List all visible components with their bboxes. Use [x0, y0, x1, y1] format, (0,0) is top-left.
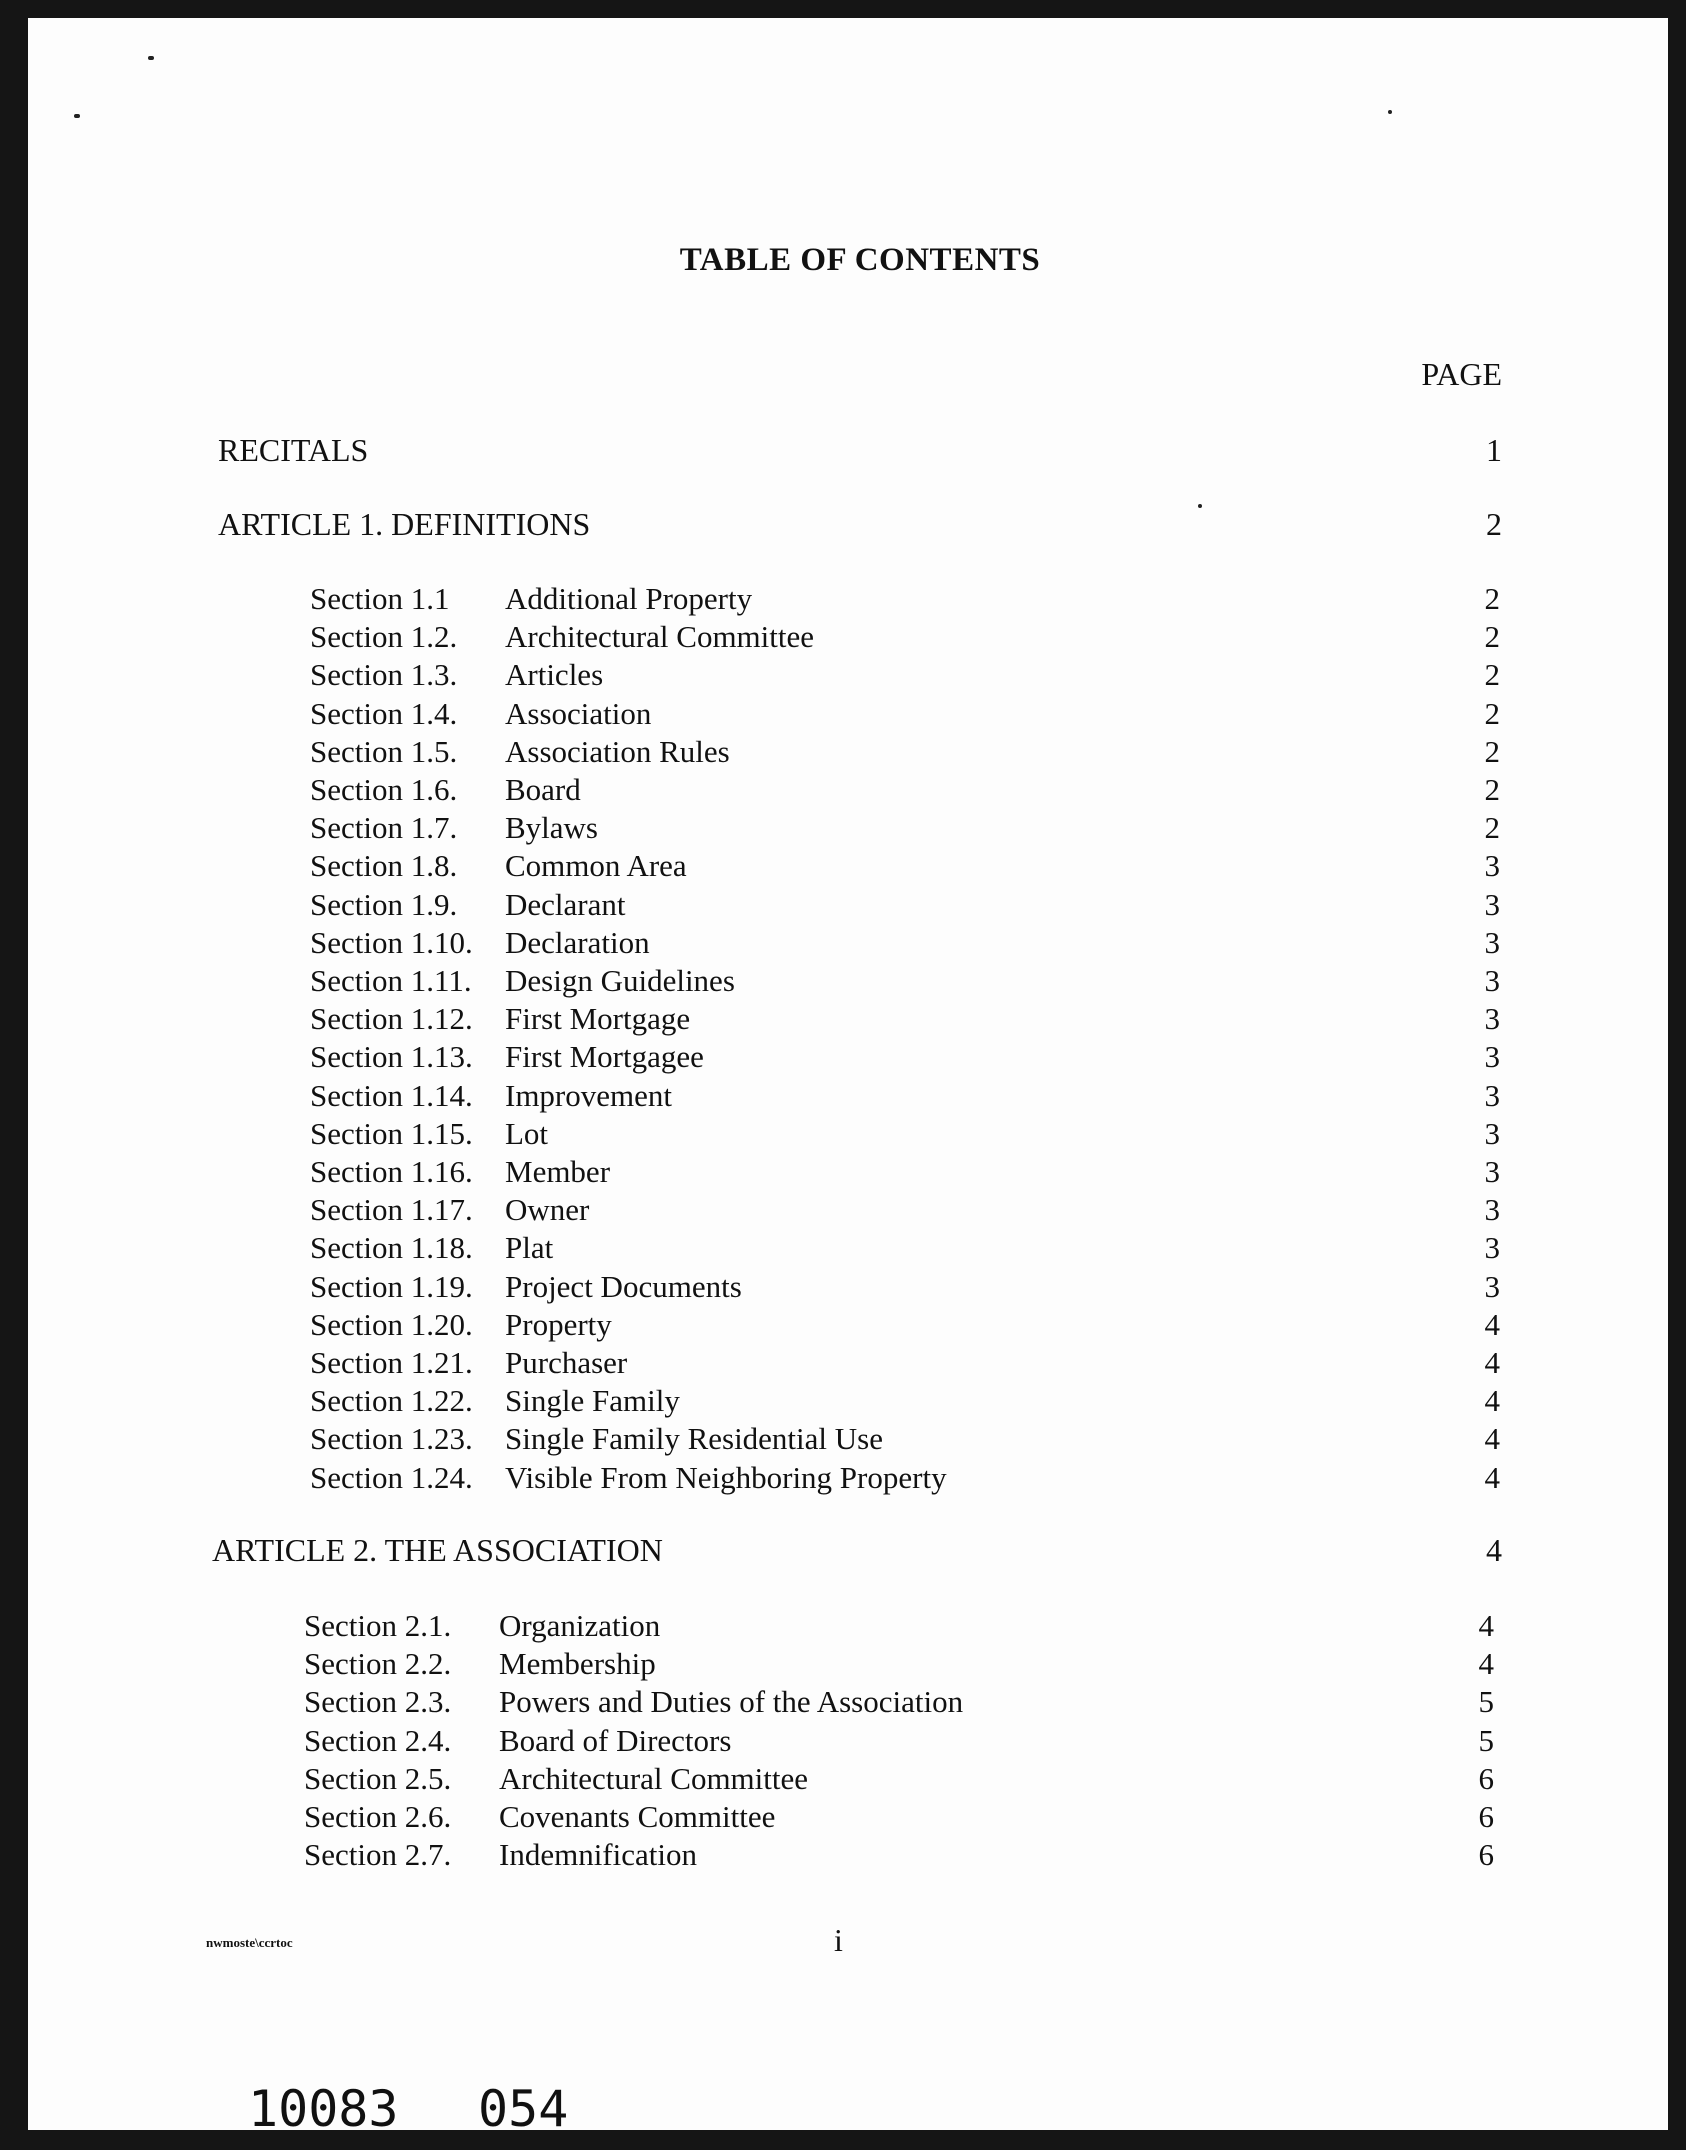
- toc-entry-number: Section 1.3.: [310, 657, 458, 693]
- toc-entry-number: Section 2.7.: [304, 1837, 452, 1873]
- toc-entry-page: 3: [1484, 1001, 1500, 1037]
- toc-entry-page: 3: [1484, 1077, 1500, 1113]
- toc-entry-title: Association Rules: [505, 733, 730, 769]
- scan-speck: [148, 56, 154, 60]
- toc-entry-number: Section 2.3.: [304, 1684, 452, 1720]
- toc-entry-number: Section 1.4.: [310, 695, 458, 731]
- toc-entry-number: Section 1.16.: [310, 1154, 473, 1189]
- toc-entry-title: Plat: [505, 1230, 554, 1266]
- toc-entry-page: 3: [1484, 924, 1500, 960]
- toc-entry-page: 3: [1484, 848, 1500, 884]
- scan-speck: [74, 114, 80, 118]
- toc-entry-page: 2: [1484, 619, 1500, 655]
- toc-entry-page: 4: [1484, 1383, 1500, 1419]
- article-heading: ARTICLE 2. THE ASSOCIATION: [212, 1532, 663, 1568]
- toc-entry-number: Section 1.14.: [310, 1077, 473, 1113]
- document-stamp-number: 10083: [248, 2080, 399, 2138]
- toc-entry-number: Section 1.17.: [310, 1192, 473, 1228]
- toc-entry-number: Section 1.6.: [310, 772, 458, 807]
- toc-entry-title: Bylaws: [505, 810, 598, 846]
- toc-entry-page: 4: [1478, 1608, 1494, 1643]
- toc-entry-number: Section 1.21.: [310, 1345, 473, 1380]
- toc-entry-number: Section 2.5.: [304, 1760, 452, 1796]
- article-page: 4: [1486, 1532, 1502, 1568]
- toc-entry-title: Articles: [505, 657, 604, 693]
- toc-entry-page: 3: [1484, 1268, 1500, 1304]
- article-page: 2: [1486, 506, 1502, 542]
- page-number: i: [834, 1922, 843, 1958]
- toc-entry-title: Indemnification: [499, 1837, 697, 1873]
- toc-entry-title: Common Area: [505, 848, 687, 884]
- toc-entry-title: Declarant: [505, 886, 626, 922]
- toc-entry-page: 3: [1484, 1039, 1500, 1075]
- toc-entry-title: Single Family: [505, 1383, 680, 1419]
- toc-entry-title: Member: [505, 1154, 611, 1189]
- toc-entry-title: Powers and Duties of the Association: [499, 1684, 964, 1720]
- toc-entry-page: 3: [1484, 1115, 1500, 1151]
- toc-entry-number: Section 1.22.: [310, 1383, 473, 1419]
- toc-entry-page: 3: [1484, 1154, 1500, 1189]
- toc-entry-page: 5: [1478, 1684, 1494, 1720]
- toc-entry-title: Covenants Committee: [499, 1799, 776, 1834]
- toc-entry-page: 5: [1478, 1722, 1494, 1758]
- toc-entry-number: Section 2.2.: [304, 1646, 452, 1682]
- toc-entry-number: Section 2.1.: [304, 1608, 452, 1643]
- toc-entry-page: 3: [1484, 963, 1500, 998]
- toc-entry-title: Membership: [499, 1646, 656, 1682]
- toc-entry-number: Section 1.10.: [310, 924, 473, 960]
- toc-entry-page: 4: [1484, 1459, 1500, 1495]
- toc-entry-title: Single Family Residential Use: [505, 1421, 883, 1457]
- toc-entry-number: Section 1.9.: [310, 886, 458, 922]
- toc-entry-page: 4: [1484, 1306, 1500, 1342]
- toc-entry-number: Section 1.1: [310, 581, 450, 616]
- toc-entry-title: Board of Directors: [499, 1722, 732, 1758]
- toc-entry-page: 2: [1484, 810, 1500, 846]
- toc-entry-number: Section 1.19.: [310, 1268, 473, 1304]
- toc-entry-title: Visible From Neighboring Property: [505, 1459, 947, 1495]
- page-column-label: PAGE: [1421, 356, 1502, 392]
- toc-entry-number: Section 1.11.: [310, 963, 472, 998]
- toc-entry-page: 3: [1484, 886, 1500, 922]
- toc-entry-title: Project Documents: [505, 1268, 742, 1304]
- toc-entry-number: Section 1.18.: [310, 1230, 473, 1266]
- toc-entry-page: 3: [1484, 1230, 1500, 1266]
- recitals-label: RECITALS: [218, 432, 369, 468]
- toc-entry-page: 4: [1478, 1646, 1494, 1682]
- toc-entry-page: 2: [1484, 772, 1500, 807]
- toc-entry-number: Section 1.15.: [310, 1115, 473, 1151]
- toc-entry-page: 6: [1478, 1760, 1494, 1796]
- toc-entry-title: Board: [505, 772, 581, 807]
- toc-entry-number: Section 1.7.: [310, 810, 458, 846]
- toc-entry-title: First Mortgage: [505, 1001, 691, 1037]
- toc-entry-title: Architectural Committee: [499, 1760, 809, 1796]
- toc-entry-title: Property: [505, 1306, 612, 1342]
- toc-entry-page: 6: [1478, 1799, 1494, 1834]
- toc-entry-number: Section 1.20.: [310, 1306, 473, 1342]
- toc-entry-page: 4: [1484, 1345, 1500, 1380]
- file-reference: nwmoste\ccrtoc: [206, 1935, 293, 1950]
- toc-entry-page: 2: [1484, 733, 1500, 769]
- toc-entry-title: Organization: [499, 1608, 661, 1643]
- toc-entry-page: 2: [1484, 581, 1500, 616]
- toc-entry-number: Section 1.2.: [310, 619, 458, 655]
- toc-entry-title: First Mortgagee: [505, 1039, 704, 1075]
- toc-entry-number: Section 2.6.: [304, 1799, 452, 1834]
- toc-entry-title: Lot: [505, 1115, 549, 1151]
- toc-entry-number: Section 1.24.: [310, 1459, 473, 1495]
- toc-entry-page: 2: [1484, 695, 1500, 731]
- document-stamp-number: 054: [478, 2080, 569, 2138]
- toc-entry-title: Association: [505, 695, 652, 731]
- toc-entry-title: Design Guidelines: [505, 963, 735, 998]
- toc-entry-page: 6: [1478, 1837, 1494, 1873]
- toc-entry-number: Section 1.12.: [310, 1001, 473, 1037]
- toc-entry-title: Declaration: [505, 924, 650, 960]
- toc-entry-number: Section 1.5.: [310, 733, 458, 769]
- toc-entry-title: Additional Property: [505, 581, 753, 616]
- toc-entry-number: Section 2.4.: [304, 1722, 452, 1758]
- document-page: [28, 18, 1668, 2138]
- toc-entry-title: Improvement: [505, 1077, 673, 1113]
- toc-title: TABLE OF CONTENTS: [679, 242, 1041, 278]
- scan-speck: [1388, 110, 1392, 114]
- toc-entry-page: 4: [1484, 1421, 1500, 1457]
- recitals-page: 1: [1486, 432, 1502, 468]
- toc-entry-title: Architectural Committee: [505, 619, 815, 655]
- toc-entry-number: Section 1.23.: [310, 1421, 473, 1457]
- toc-entry-number: Section 1.13.: [310, 1039, 473, 1075]
- toc-entry-number: Section 1.8.: [310, 848, 458, 884]
- toc-entry-title: Purchaser: [505, 1345, 628, 1380]
- toc-entry-page: 2: [1484, 657, 1500, 693]
- scan-speck: [1198, 504, 1202, 508]
- toc-entry-page: 3: [1484, 1192, 1500, 1228]
- toc-entry-title: Owner: [505, 1192, 590, 1228]
- article-heading: ARTICLE 1. DEFINITIONS: [218, 506, 591, 542]
